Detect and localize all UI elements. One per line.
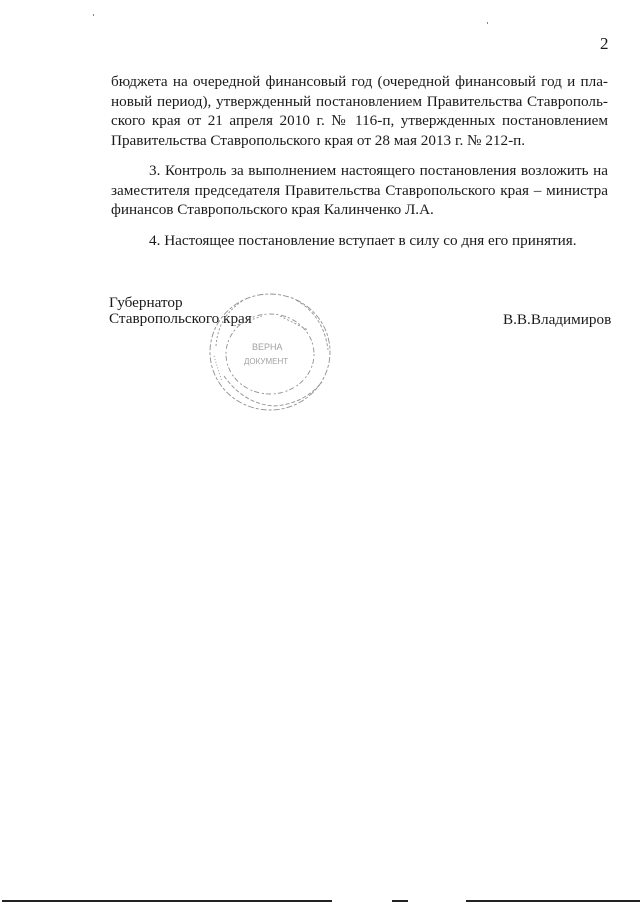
page-number: 2 — [600, 34, 609, 53]
bottom-scan-edge-left — [2, 900, 332, 902]
paragraph-item-4-effective — [111, 231, 608, 251]
paragraph-item-3-control — [111, 161, 608, 220]
scan-speck — [487, 22, 488, 24]
signatory-title-line: Губернатор — [109, 294, 183, 311]
text-line: заместителя председателя Правительства Ставропольского края – министра — [111, 181, 608, 199]
text-line: бюджета на очередной финансовый год (очередной финансовый год и пла- — [111, 73, 608, 90]
stamp-text: ВЕРНА — [252, 342, 283, 352]
text-line: ского края от 21 апреля 2010 г. № 116-п, утвержденных постановлением — [111, 112, 608, 129]
text-line: новый период), утвержденный постановлением Правительства Ставрополь- — [111, 92, 608, 110]
text-line: финансов Ставропольского края Калинченко Л.А. — [111, 201, 434, 218]
text-line: Правительства Ставропольского края от 28 мая 2013 г. № 212-п. — [111, 131, 526, 149]
paragraph-budget-continuation — [111, 72, 608, 150]
bottom-scan-edge-mid — [392, 900, 408, 902]
signatory-title-line: Ставропольского края — [109, 310, 252, 327]
text-line: 4. Настоящее постановление вступает в силу со дня его принятия. — [149, 232, 577, 249]
stamp-seal-graphic — [204, 286, 334, 416]
official-stamp — [204, 286, 334, 416]
bottom-scan-edge-right — [466, 900, 640, 902]
signatory-name: В.В.Владимиров — [503, 311, 612, 328]
text-line: 3. Контроль за выполнением настоящего постановления возложить на — [149, 162, 608, 179]
stamp-text: ДОКУМЕНТ — [244, 357, 289, 366]
scan-speck — [93, 14, 94, 16]
